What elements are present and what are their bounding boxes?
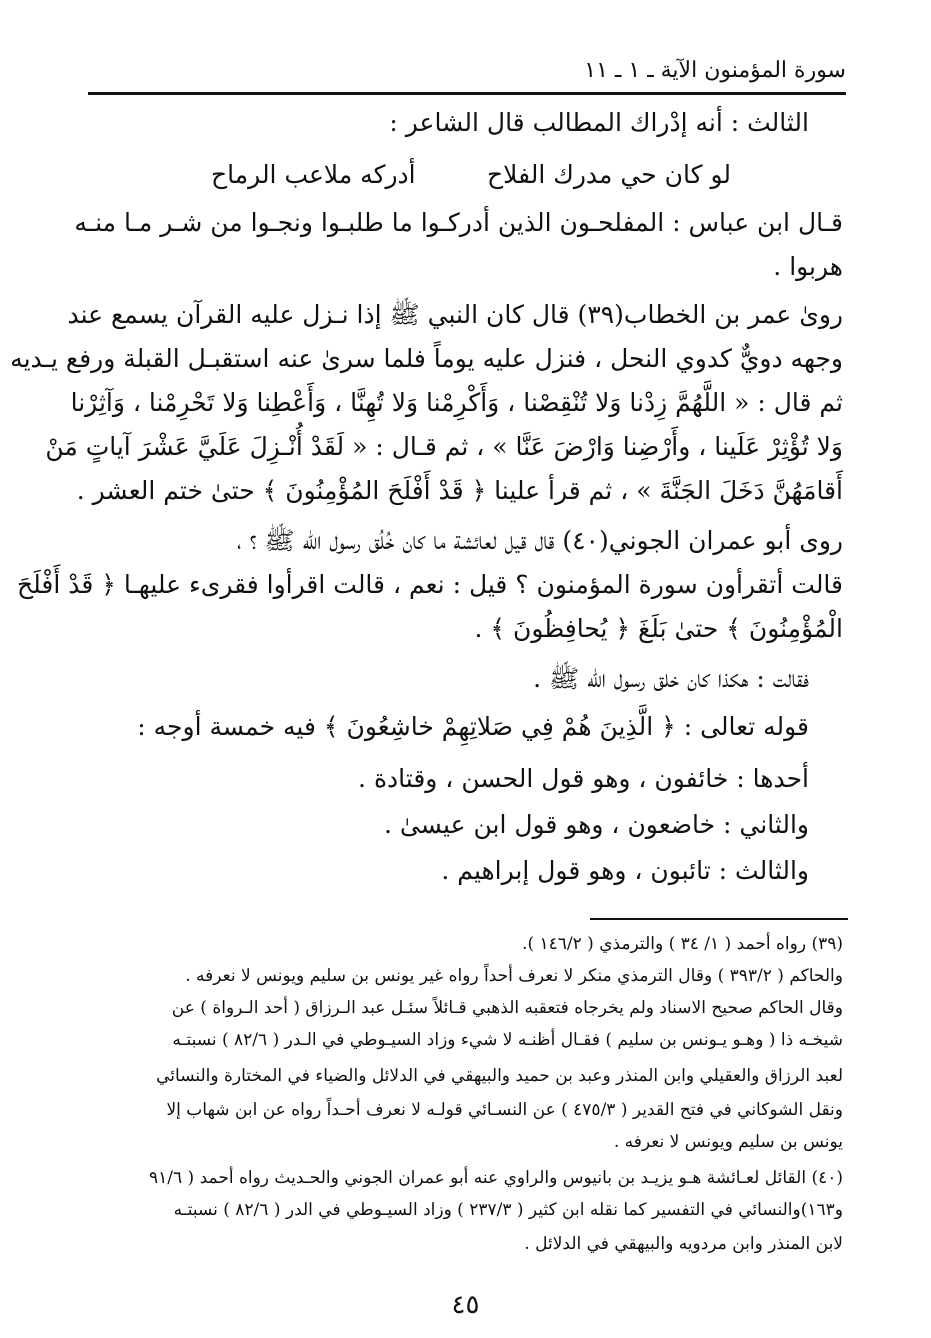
running-header <box>88 52 846 95</box>
poetry-verse <box>211 160 731 189</box>
footnote-line: والحاكم ( ٣٩٣/٢ ) وقال الترمذي منكر لا نعرف أحداً رواه غير يونس بن سليم ويونس لا نعرفه . <box>185 966 843 986</box>
body-line: ثم قال : « اللَّهُمَّ زِدْنا وَلا تُنْقِصْنا ، وَأَكْرِمْنا وَلا تُهِنَّا ، وَأَعْطِنا وَلا تَحْرِمْنا ، وَآثِرْنا <box>70 388 843 417</box>
body-line: والثالث : تائبون ، وهو قول إبراهيم . <box>441 856 809 885</box>
footnote-line: (٤٠) القائل لعـائشة هـو يزيـد بن بانيوس والراوي عنه أبو عمران الجوني والحـديث رواه أحمد ( ٩١/٦ <box>149 1168 843 1188</box>
body-line: أحدها : خائفون ، وهو قول الحسن ، وقتادة . <box>358 764 809 793</box>
body-line: قالت أتقرأون سورة المؤمنون ؟ قيل : نعم ، قالت اقرأوا فقرىء عليهـا ﴿ قَدْ أَفْلَحَ <box>16 570 843 599</box>
footnote-line: شيخـه ذا ( وهـو يـونس بن سليم ) فقـال أظنـه لا شيء وزاد السيـوطي في الـدر ( ٨٢/٦ ) نسبتـه <box>172 1030 843 1050</box>
body-line: الْمُؤْمِنُونَ ﴾ حتىٰ بَلَغَ ﴿ يُحافِظُونَ ﴾ . <box>474 614 843 643</box>
footnote-line: يونس بن سليم ويونس لا نعرفه . <box>613 1132 843 1152</box>
body-line: قوله تعالى : ﴿ الَّذِينَ هُمْ فِي صَلاتِهِمْ خاشِعُونَ ﴾ فيه خمسة أوجه : <box>137 712 809 741</box>
body-line: روىٰ عمر بن الخطاب(٣٩) قال كان النبي ﷺ إذا نـزل عليه القرآن يسمع عند <box>67 300 843 329</box>
footnote-line: (٣٩) رواه أحمد ( ١/ ٣٤ ) والترمذي ( ١٤٦/٢ ). <box>522 934 843 954</box>
body-line: قـال ابن عباس : المفلحـون الذين أدركـوا ما طلبـوا ونجـوا من شـر مـا منـه <box>74 208 843 237</box>
footnote-line: وقال الحاكم صحيح الاسناد ولم يخرجاه فتعقبه الذهبي قـائلاً سئـل عبد الـرزاق ( أحد الـرواة ) عن <box>171 998 843 1018</box>
body-line: وَلا تُؤْثِرْ عَلَينا ، وأَرْضِنا وَارْضَ عَنَّا » ، ثم قـال : « لَقَدْ أُنْـزِلَ عَلَيَّ عَشْرَ آياتٍ مَنْ <box>45 432 843 461</box>
footnote-divider <box>590 918 848 920</box>
verse-hemistich-2: أدركه ملاعب الرماح <box>211 160 416 189</box>
page-number: ٤٥ <box>451 1290 480 1320</box>
body-line: هربوا . <box>773 252 843 281</box>
verse-hemistich-1: لو كان حي مدرك الفلاح <box>487 160 731 189</box>
body-line: الثالث : أنه إدْراك المطالب قال الشاعر : <box>389 108 809 137</box>
body-line: روى أبو عمران الجوني(٤٠) قال قيل لعائشة ما كان خُلُق رسول الله ﷺ ؟ ، <box>236 526 843 555</box>
running-title: سورة المؤمنون الآية ـ ١ ـ ١١ <box>584 58 846 83</box>
footnote-line: ونقل الشوكاني في فتح القدير ( ٤٧٥/٣ ) عن النسـائي قولـه لا نعرف أحـداً رواه عن ابن شهاب إلا <box>166 1100 843 1120</box>
footnote-line: لابن المنذر وابن مردويه والبيهقي في الدلائل . <box>524 1234 843 1254</box>
body-line: وجهه دويٌّ كدوي النحل ، فنزل عليه يوماً فلما سرىٰ عنه استقبـل القبلة ورفع يـديه <box>10 344 843 373</box>
body-line: فقالت : هكذا كان خلق رسول الله ﷺ . <box>533 664 809 693</box>
footnote-line: و١٦٣)والنسائي في التفسير كما نقله ابن كثير ( ٢٣٧/٣ ) وزاد السيـوطي في الدر ( ٨٢/٦ ) نسبتـه <box>173 1200 843 1220</box>
body-line: أَقامَهُنَّ دَخَلَ الجَنَّةَ » ، ثم قرأ علينا ﴿ قَدْ أَفْلَحَ المُؤْمِنُونَ ﴾ حتىٰ ختم العشر . <box>76 476 843 505</box>
footnote-line: لعبد الرزاق والعقيلي وابن المنذر وعبد بن حميد والبيهقي في الدلائل والضياء في المختارة والنسائي <box>156 1066 843 1086</box>
body-line: والثاني : خاضعون ، وهو قول ابن عيسىٰ . <box>384 810 809 839</box>
